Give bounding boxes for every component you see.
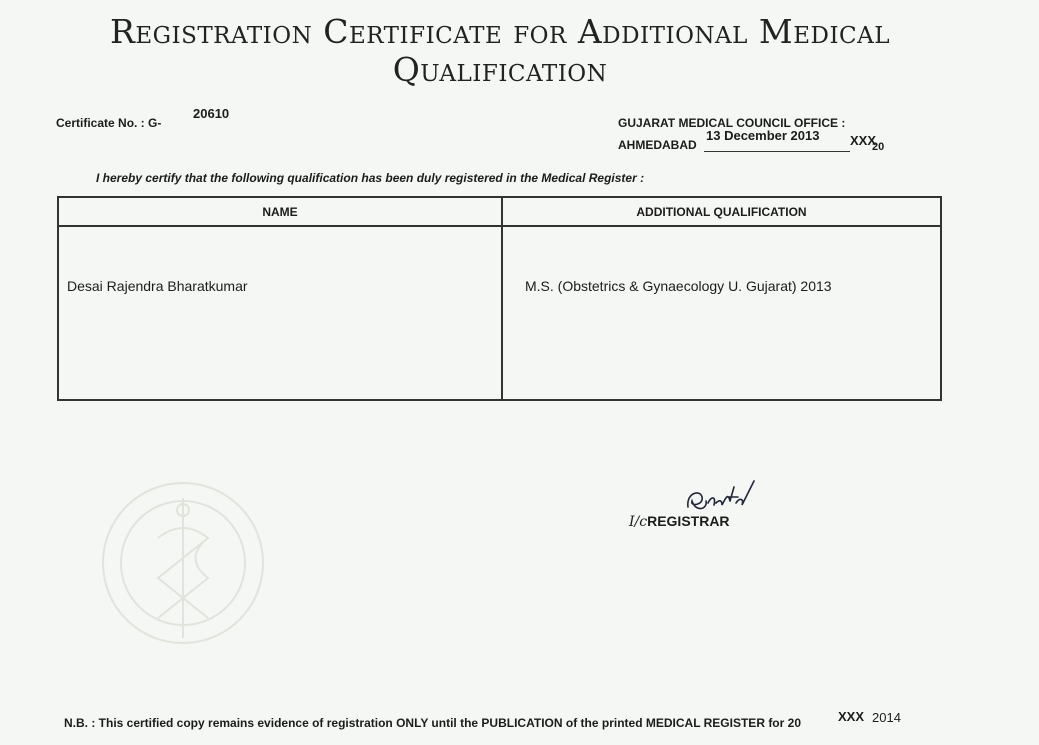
- embossed-seal-icon: [98, 468, 268, 658]
- issue-date: 13 December 2013: [706, 128, 820, 143]
- footer-note: N.B. : This certified copy remains evidence of registration ONLY until the PUBLICATION of the printed MEDICAL REGISTER for 20: [64, 716, 801, 730]
- footer-year-prefix: XXX: [838, 709, 865, 724]
- issue-year-prefix: XXX: [850, 133, 877, 148]
- date-underline: [704, 151, 850, 152]
- office-city: AHMEDABAD: [618, 138, 697, 152]
- certificate-number: 20610: [193, 106, 230, 121]
- registrar-prefix: I/c: [629, 514, 648, 530]
- footer-year: 2014: [872, 710, 901, 725]
- table-row: [58, 226, 941, 400]
- header-name: NAME: [58, 197, 502, 226]
- holder-name: Desai Rajendra Bharatkumar: [58, 226, 502, 400]
- qualification: M.S. (Obstetrics & Gynaecology U. Gujarat) 2013: [525, 278, 832, 294]
- certificate-title-line2: Qualification: [392, 50, 608, 89]
- certificate-number-label: Certificate No. : G-: [56, 116, 162, 130]
- issue-year-suffix: 20: [872, 141, 885, 153]
- certificate-title: Registration Certificate for Additional Medical: [109, 12, 891, 51]
- certification-statement: I hereby certify that the following qualification has been duly registered in the Medical Register :: [96, 171, 645, 185]
- registrar-label: REGISTRAR: [647, 513, 730, 529]
- qualification-table: [57, 196, 942, 401]
- header-qualification: ADDITIONAL QUALIFICATION: [502, 197, 941, 226]
- registrar-title: [629, 513, 730, 530]
- council-office: GUJARAT MEDICAL COUNCIL OFFICE :: [618, 116, 846, 130]
